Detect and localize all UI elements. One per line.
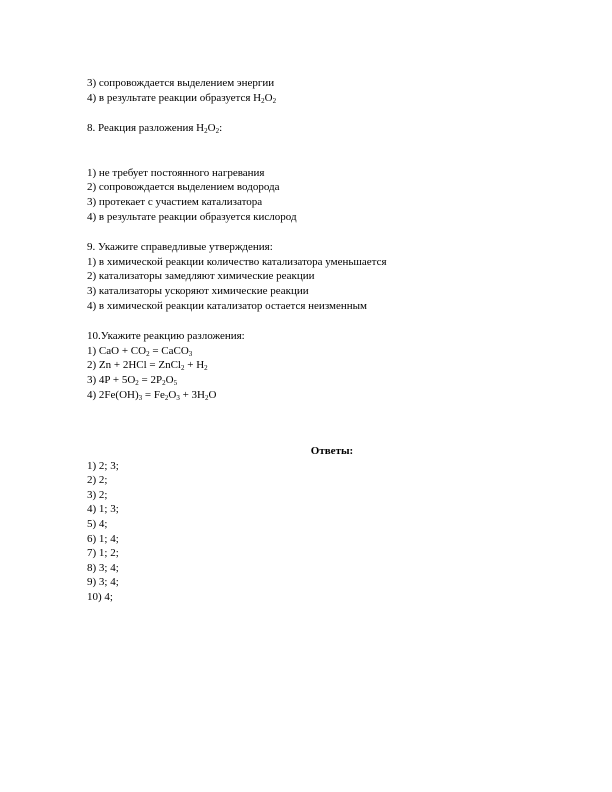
q9-option-2: 2) катализаторы замедляют химические реакции (87, 270, 315, 283)
formula-part: : (219, 122, 223, 135)
sub: 2 (181, 364, 185, 373)
q10-title: 10.Укажите реакцию разложения: (87, 330, 245, 343)
q9-option-3: 3) катализаторы ускоряют химические реакции (87, 284, 309, 297)
q8-title (87, 121, 547, 136)
answer-8: 8) 3; 4; (87, 561, 119, 574)
sub: 3 (188, 349, 193, 358)
formula-part: O (207, 122, 216, 135)
sub: 2 (204, 127, 208, 136)
eq-part: 3) 4P + 5O (87, 373, 136, 386)
eq-part: = Fe (142, 388, 165, 401)
q10-option-3 (87, 373, 547, 388)
answer-2: 2) 2; (87, 474, 108, 487)
eq-part: + 3H (179, 388, 205, 401)
q10-option-1 (87, 344, 547, 359)
document-page (87, 76, 547, 605)
sub: 2 (135, 378, 139, 387)
answers-title: Ответы: (310, 445, 354, 458)
formula-part: O (264, 91, 273, 104)
q9-title: 9. Укажите справедливые утверждения: (87, 241, 273, 254)
q8-option-2: 2) сопровождается выделением водорода (87, 181, 280, 194)
answer-9: 9) 3; 4; (87, 576, 119, 589)
sub: 2 (204, 364, 208, 373)
q7-option-3: 3) сопровождается выделением энергии (87, 77, 275, 89)
sub: 2 (215, 127, 220, 136)
q7-option-4 (87, 91, 547, 106)
eq-part: 1) CaO + CO (87, 344, 147, 357)
sub: 2 (146, 349, 150, 358)
eq-part: O (168, 388, 177, 401)
q8-option-1: 1) не требует постоянного нагревания (87, 166, 265, 179)
sub: 2 (261, 96, 265, 105)
eq-part: O (208, 388, 217, 401)
eq-part: = 2P (138, 373, 163, 386)
answer-1: 1) 2; 3; (87, 459, 119, 472)
answer-10: 10) 4; (87, 591, 113, 604)
sub: 5 (173, 378, 178, 387)
eq-part: + H (184, 359, 205, 372)
eq-part: 2) Zn + 2HCl = ZnCl (87, 359, 181, 372)
q8-option-3: 3) протекает с участием катализатора (87, 195, 263, 208)
answer-7: 7) 1; 2; (87, 547, 119, 560)
q9-option-1: 1) в химической реакции количество катализатора уменьшается (87, 255, 387, 268)
eq-part: 4) 2Fe(OH) (87, 388, 139, 401)
sub: 3 (138, 393, 143, 402)
q10-option-2 (87, 358, 547, 373)
sub: 2 (162, 378, 166, 387)
sub: 2 (204, 393, 209, 402)
q8-title-text: 8. Реакция разложения H (87, 122, 205, 135)
q10-option-4 (87, 388, 547, 403)
eq-part: O (165, 373, 174, 386)
answer-3: 3) 2; (87, 488, 108, 501)
eq-part: = CaCO (149, 344, 189, 357)
sub: 2 (164, 393, 169, 402)
answer-5: 5) 4; (87, 518, 108, 531)
q9-option-4: 4) в химической реакции катализатор остается неизменным (87, 299, 367, 312)
answer-4: 4) 1; 3; (87, 503, 119, 516)
q7-option-4-text: 4) в результате реакции образуется H (87, 91, 262, 104)
sub: 2 (272, 96, 277, 105)
q8-option-4: 4) в результате реакции образуется кислород (87, 210, 297, 223)
sub: 3 (176, 393, 180, 402)
answer-6: 6) 1; 4; (87, 532, 119, 545)
